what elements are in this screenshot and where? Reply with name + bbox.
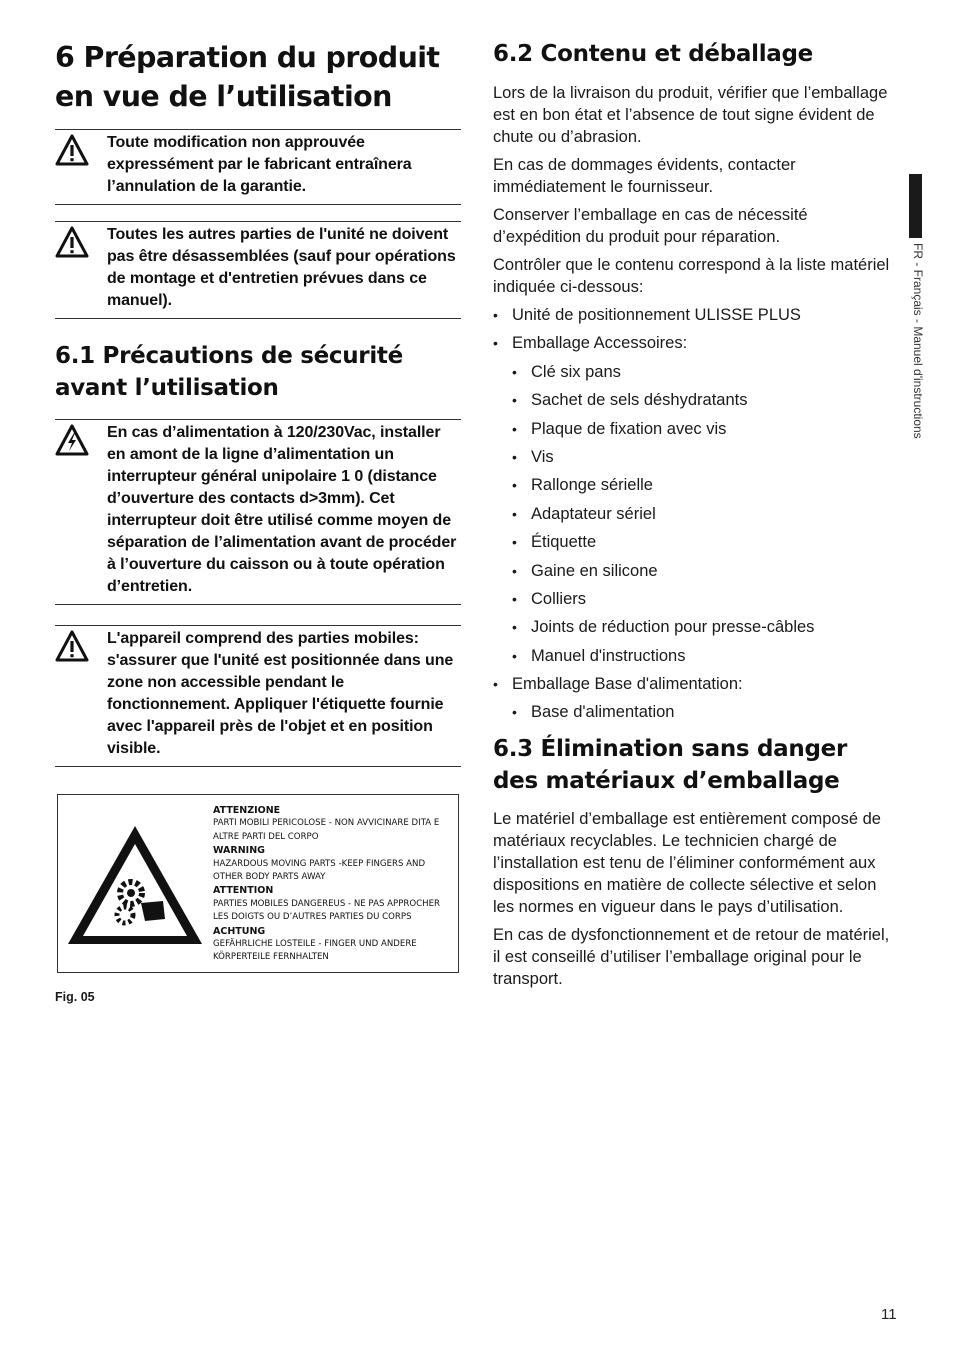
electric-hazard-icon (55, 422, 107, 460)
list-item: • Clé six pans (512, 361, 898, 383)
label-line: OTHER BODY PARTS AWAY (213, 872, 326, 883)
paragraph: Le matériel d’emballage est entièrement composé de matériaux recyclables. Le technicien chargé de l’installation est tenu de l’éliminer conformément aux dispositions en matière de collecte sélective et selon les normes en vigueur dans le pays d’utilisation. (493, 810, 881, 917)
warning-text: L'appareil comprend des parties mobiles: s'assurer que l'unité est positionnée dans une zone non accessible pendant le fonctionnement. Appliquer l'étiquette fournie avec l'appareil près de l'objet et en position visible. (107, 630, 454, 757)
paragraph: En cas de dommages évidents, contacter immédiatement le fournisseur. (493, 156, 796, 196)
label-heading: ATTENTION (213, 885, 274, 897)
label-line: HAZARDOUS MOVING PARTS -KEEP FINGERS AND (213, 858, 426, 869)
label-heading: ACHTUNG (213, 925, 266, 937)
warning-icon (55, 132, 107, 170)
left-column (55, 38, 461, 767)
paragraph: En cas de dysfonctionnement et de retour de matériel, il est conseillé d’utiliser l’emballage original pour le transport. (493, 926, 890, 989)
chapter-title: 6 Préparation du produit en vue de l’utilisation (55, 41, 440, 113)
warning-box-moving-parts (55, 625, 461, 767)
label-line: GEFÄHRLICHE LOSTEILE - FINGER UND ANDERE (213, 939, 417, 950)
label-line: LES DOIGTS OU D’AUTRES PARTIES DU CORPS (213, 912, 412, 923)
list-item: • Unité de positionnement ULISSE PLUS (493, 304, 898, 326)
warning-icon (55, 628, 107, 666)
label-heading: WARNING (213, 845, 265, 857)
warning-icon (55, 224, 107, 262)
list-item: • Gaine en silicone (512, 560, 898, 582)
list-item: • Manuel d'instructions (512, 645, 898, 667)
list-item: • Plaque de fixation avec vis (512, 418, 898, 440)
label-line: PARTI MOBILI PERICOLOSE - NON AVVICINARE DITA E (213, 818, 440, 829)
warning-text: Toutes les autres parties de l'unité ne doivent pas être désassemblées (sauf pour opérations de montage et d'entretien prévues dans ce manuel). (107, 226, 456, 309)
list-item: • Adaptateur sériel (512, 503, 898, 525)
right-column (493, 38, 898, 996)
warning-text: Toute modification non approuvée expressément par le fabricant entraînera l’annulation de la garantie. (107, 134, 412, 195)
warning-text: En cas d’alimentation à 120/230Vac, installer en amont de la ligne d’alimentation un interrupteur général unipolaire 1 0 (distance d’ouverture des contacts d>3mm). Cet interrupteur doit être utilisé comme moyen de séparation de l’alimentation avant de procéder à l’ouverture du caisson ou à toute opération d’entretien. (107, 424, 457, 595)
list-item: • Emballage Base d'alimentation: (493, 673, 898, 695)
language-tab-label: FR - Français - Manuel d'instructions (911, 243, 925, 439)
paragraph: Conserver l’emballage en cas de nécessité d’expédition du produit pour réparation. (493, 206, 808, 246)
label-line: PARTIES MOBILES DANGEREUS - NE PAS APPROCHER (213, 898, 440, 909)
moving-parts-hazard-icon (65, 823, 205, 947)
label-text-block (213, 804, 453, 965)
list-item: • Vis (512, 446, 898, 468)
list-item: • Rallonge sérielle (512, 474, 898, 496)
list-item: • Étiquette (512, 531, 898, 553)
page-number: 11 (881, 1306, 897, 1323)
warning-box-warranty (55, 129, 461, 205)
warning-box-power (55, 419, 461, 605)
label-line: ALTRE PARTI DEL CORPO (213, 831, 319, 842)
figure-caption: Fig. 05 (55, 990, 95, 1004)
label-line: KÖRPERTEILE FERNHALTEN (213, 952, 329, 963)
list-item: • Base d'alimentation (512, 701, 898, 723)
section-6-2-title: 6.2 Contenu et déballage (493, 41, 813, 67)
warning-box-disassembly (55, 221, 461, 319)
paragraph: Lors de la livraison du produit, vérifier que l’emballage est en bon état et l’absence de tout signe évident de chute ou d’abrasion. (493, 84, 888, 146)
language-tab-marker (909, 174, 922, 238)
list-item: • Colliers (512, 588, 898, 610)
list-item: • Joints de réduction pour presse-câbles (512, 616, 898, 638)
section-6-3-title: 6.3 Élimination sans danger des matériaux d’emballage (493, 736, 847, 795)
paragraph: Contrôler que le contenu correspond à la liste matériel indiquée ci-dessous: (493, 256, 890, 296)
list-item: • Emballage Accessoires: (493, 332, 898, 354)
moving-parts-label-figure (57, 794, 459, 973)
list-item: • Sachet de sels déshydratants (512, 389, 898, 411)
label-heading: ATTENZIONE (213, 805, 281, 816)
contents-list (493, 304, 898, 723)
section-6-1-title: 6.1 Précautions de sécurité avant l’utilisation (55, 343, 403, 401)
